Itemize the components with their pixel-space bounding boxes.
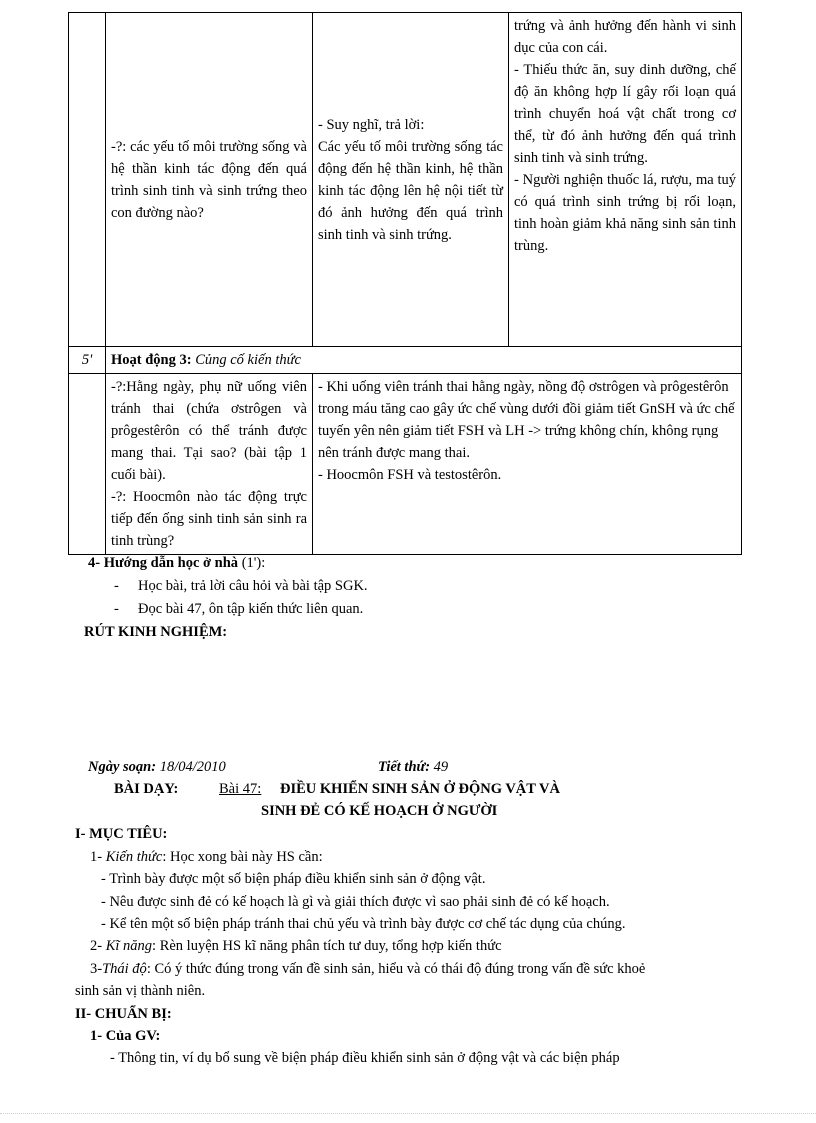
time-cell-empty bbox=[69, 13, 106, 347]
lesson-title-line-2: SINH ĐẺ CÓ KẾ HOẠCH Ở NGƯỜI bbox=[261, 803, 498, 819]
student-answer: Các yếu tố môi trường sống tác động đến hệ thần kinh, hệ thần kinh tác động lên hệ nội tiết từ đó ảnh hưởng đến quá trình sinh tinh và sinh trứng. bbox=[318, 138, 503, 243]
list-item: - Nêu được sinh đẻ có kế hoạch là gì và giải thích được vì sao phải sinh đẻ có kế hoạch. bbox=[101, 894, 610, 910]
lesson-reference: Bài 47: bbox=[219, 781, 262, 797]
time-cell: 5' bbox=[69, 347, 106, 374]
answer-text: - Khi uống viên tránh thai hằng ngày, nồng độ ơstrôgen và prôgestêrôn trong máu tăng cao gây ức chế vùng dưới đồi giảm tiết GnSH và ức chế tuyến yên nên giảm tiết FSH và LH -> trứng không chín, không rụng nên tránh được mang thai. bbox=[318, 379, 735, 461]
knowledge-line: 1- Kiến thức: Học xong bài này HS cần: bbox=[90, 849, 323, 865]
student-activity-cell bbox=[313, 13, 509, 347]
table-row-review bbox=[69, 374, 742, 555]
teacher-question: -?: Hoocmôn nào tác động trực tiếp đến ống sinh tinh sản sinh ra tinh trùng? bbox=[111, 489, 307, 549]
teach-label: BÀI DẠY: bbox=[114, 781, 179, 797]
content-text: - Thiếu thức ăn, suy dinh dưỡng, chế độ ăn không hợp lí gây rối loạn quá trình chuyển hoá vật chất trong cơ thể, từ đó ảnh hưởng đến quá trình sinh tinh và sinh trứng. bbox=[514, 62, 736, 166]
page-bottom-divider bbox=[0, 1113, 816, 1114]
table-row-question-environment bbox=[69, 13, 742, 347]
attitude-line-continued: sinh sản vị thành niên. bbox=[75, 983, 206, 999]
objectives-heading: I- MỤC TIÊU: bbox=[75, 826, 168, 842]
lesson-activity-table bbox=[68, 12, 742, 555]
teacher-question: -?: các yếu tố môi trường sống và hệ thần kinh tác động đến quá trình sinh tinh và sinh trứng theo con đường nào? bbox=[111, 138, 307, 221]
bullet-dash: - bbox=[114, 578, 119, 594]
content-cell bbox=[509, 13, 742, 347]
teacher-activity-cell bbox=[106, 13, 313, 347]
list-item: - Trình bày được một số biện pháp điều khiển sinh sản ở động vật. bbox=[101, 871, 486, 887]
table-row-activity-heading bbox=[69, 347, 742, 374]
activity-heading-title: Củng cố kiến thức bbox=[195, 352, 301, 368]
student-action: - Suy nghĩ, trả lời: bbox=[318, 116, 425, 133]
list-item: - Thông tin, ví dụ bổ sung về biện pháp điều khiển sinh sản ở động vật và các biện pháp bbox=[110, 1050, 620, 1066]
answer-cell bbox=[313, 374, 742, 555]
teacher-question: -?:Hằng ngày, phụ nữ uống viên tránh thai (chứa ơstrôgen và prôgestêrôn có thể tránh được mang thai. Tại sao? (bài tập 1 cuối bài). bbox=[111, 379, 307, 483]
activity-heading-label: Hoạt động 3: bbox=[111, 352, 196, 368]
answer-text: - Hoocmôn FSH và testostêrôn. bbox=[318, 467, 502, 483]
lesson-title-line-1: ĐIỀU KHIỂN SINH SẢN Ở ĐỘNG VẬT VÀ bbox=[280, 781, 560, 797]
activity-heading-cell bbox=[106, 347, 742, 374]
attitude-line: 3-Thái độ: Có ý thức đúng trong vấn đề sinh sản, hiểu và có thái độ đúng trong vấn đề sức khoẻ bbox=[90, 961, 646, 977]
list-item: - Đọc bài 47, ôn tập kiến thức liên quan. bbox=[114, 598, 363, 620]
preparation-heading: II- CHUẨN BỊ: bbox=[75, 1006, 172, 1022]
content-text: trứng và ảnh hưởng đến hành vi sinh dục của con cái. bbox=[514, 18, 736, 56]
time-cell-empty bbox=[69, 374, 106, 555]
prep-date: Ngày soạn: 18/04/2010 bbox=[88, 759, 226, 775]
bullet-dash: - bbox=[114, 601, 119, 617]
content-text: - Người nghiện thuốc lá, rượu, ma tuý có quá trình sinh trứng bị rối loạn, tinh hoàn giảm khả năng sinh sản tinh trùng. bbox=[514, 172, 736, 254]
experience-heading: RÚT KINH NGHIỆM: bbox=[84, 624, 228, 640]
list-item: - Kể tên một số biện pháp tránh thai chủ yếu và trình bày được cơ chế tác dụng của chúng. bbox=[101, 916, 626, 932]
homework-heading: 4- Hướng dẫn học ở nhà (1'): bbox=[88, 555, 266, 571]
list-item: - Học bài, trả lời câu hỏi và bài tập SGK. bbox=[114, 575, 368, 597]
skill-line: 2- Kĩ năng: Rèn luyện HS kĩ năng phân tích tư duy, tổng hợp kiến thức bbox=[90, 938, 502, 954]
teacher-prep-heading: 1- Của GV: bbox=[90, 1028, 161, 1044]
teacher-activity-cell bbox=[106, 374, 313, 555]
period-number: Tiết thứ: 49 bbox=[378, 759, 449, 775]
